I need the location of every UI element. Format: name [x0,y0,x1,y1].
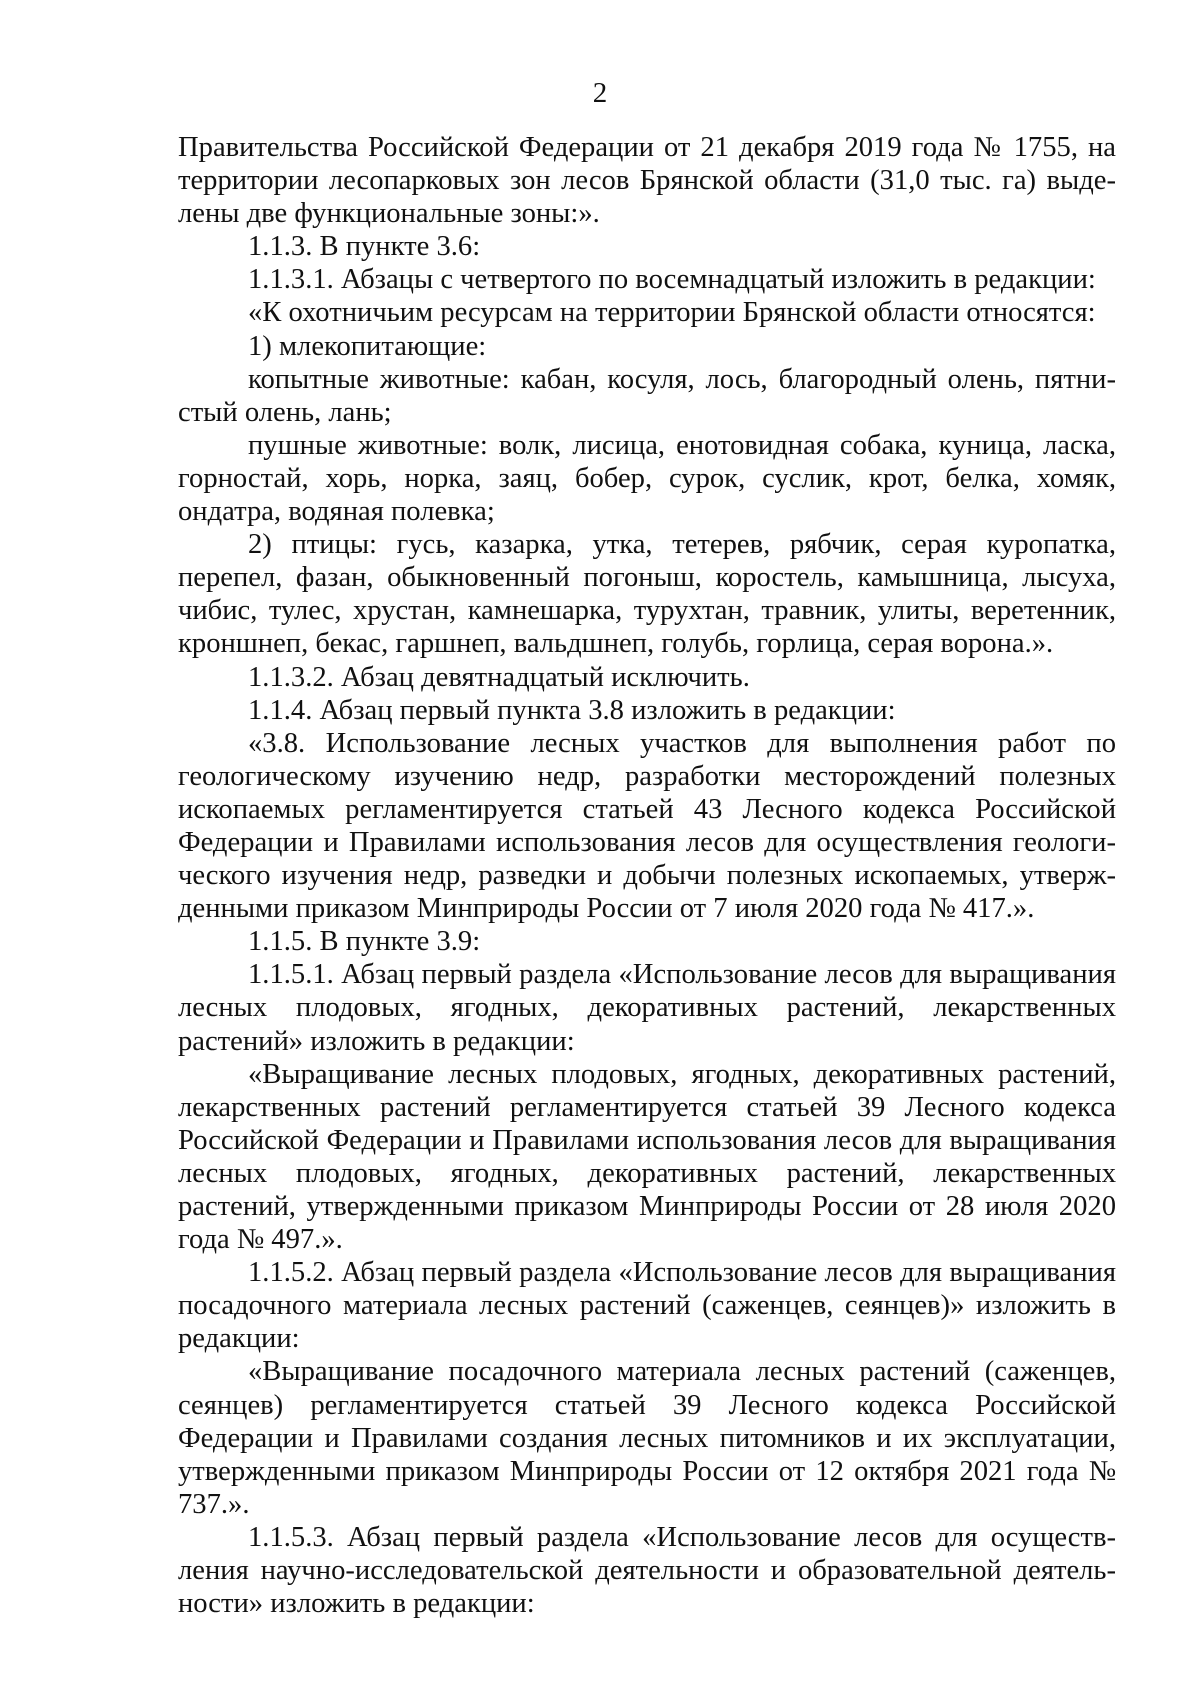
paragraph: 1.1.5.1. Абзац первый раздела «Использование лесов для выращивания лесных плодовых, ягодных, декоративных растений, лекарственных растений» изложить в редакции: [178,959,1116,1057]
paragraph: 1.1.4. Абзац первый пункта 3.8 изложить в редакции: [248,694,896,726]
document-body [178,131,1116,1620]
paragraph: «Выращивание посадочного материала лесных растений (саженцев, сеянцев) регламентируется статьей 39 Лесного кодекса Российской Федерации и Правилами создания лесных питомников и их эксплуатации, утвержденными приказом Минприроды России от 12 октября 2021 года № 737.». [178,1356,1116,1520]
paragraph: пушные животные: волк, лисица, енотовидная собака, куница, ласка, горностай, хорь, норка, заяц, бобер, сурок, суслик, крот, белка, хомяк, ондатра, водяная полевка; [178,429,1116,528]
paragraph: 1.1.3.2. Абзац девятнадцатый исключить. [248,661,750,693]
paragraph: 2) птицы: гусь, казарка, утка, тетерев, рябчик, серая куропатка, перепел, фазан, обыкновенный погоныш, коростель, камышница, лысуха, чибис, тулес, хрустан, камнешарка, турухтан, травник, улиты, веретенник, кроншнеп, бекас, гаршнеп, вальдшнеп, голубь, горлица, серая ворона.». [178,529,1116,660]
paragraph: 1.1.3. В пункте 3.6: [248,231,481,263]
paragraph: 1.1.5.3. Абзац первый раздела «Использование лесов для осуществления научно-исследовательской деятельности и образовательной деятельности» изложить в редакции: [178,1521,1116,1620]
page-number: 2 [592,77,608,109]
paragraph: 1) млекопитающие: [248,330,487,362]
paragraph: копытные животные: кабан, косуля, лось, благородный олень, пятнистый олень, лань; [178,363,1116,428]
paragraph: 1.1.5.2. Абзац первый раздела «Использование лесов для выращивания посадочного материала лесных растений (саженцев, сеянцев)» изложить в редакции: [178,1257,1116,1355]
paragraph: 1.1.5. В пункте 3.9: [248,926,481,958]
paragraph: 1.1.3.1. Абзацы с четвертого по восемнадцатый изложить в редакции: [248,264,1096,296]
paragraph: «К охотничьим ресурсам на территории Брянской области относятся: [248,297,1096,329]
paragraph: «3.8. Использование лесных участков для выполнения работ по геологическому изучению недр, разработки месторождений полезных ископаемых регламентируется статьей 43 Лесного кодекса Российской Федерации и Правилами использования лесов для осуществления геологического изучения недр, разведки и добычи полезных ископаемых, утвержденными приказом Минприроды России от 7 июля 2020 года № 417.». [178,727,1116,925]
paragraph: Правительства Российской Федерации от 21 декабря 2019 года № 1755, на территории лесопарковых зон лесов Брянской области (31,0 тыс. га) выделены две функциональные зоны:». [178,132,1116,230]
paragraph: «Выращивание лесных плодовых, ягодных, декоративных растений, лекарственных растений регламентируется статьей 39 Лесного кодекса Российской Федерации и Правилами использования лесов для выращивания лесных плодовых, ягодных, декоративных растений, лекарственных растений, утвержденными приказом Минприроды России от 28 июля 2020 года № 497.». [178,1058,1116,1256]
